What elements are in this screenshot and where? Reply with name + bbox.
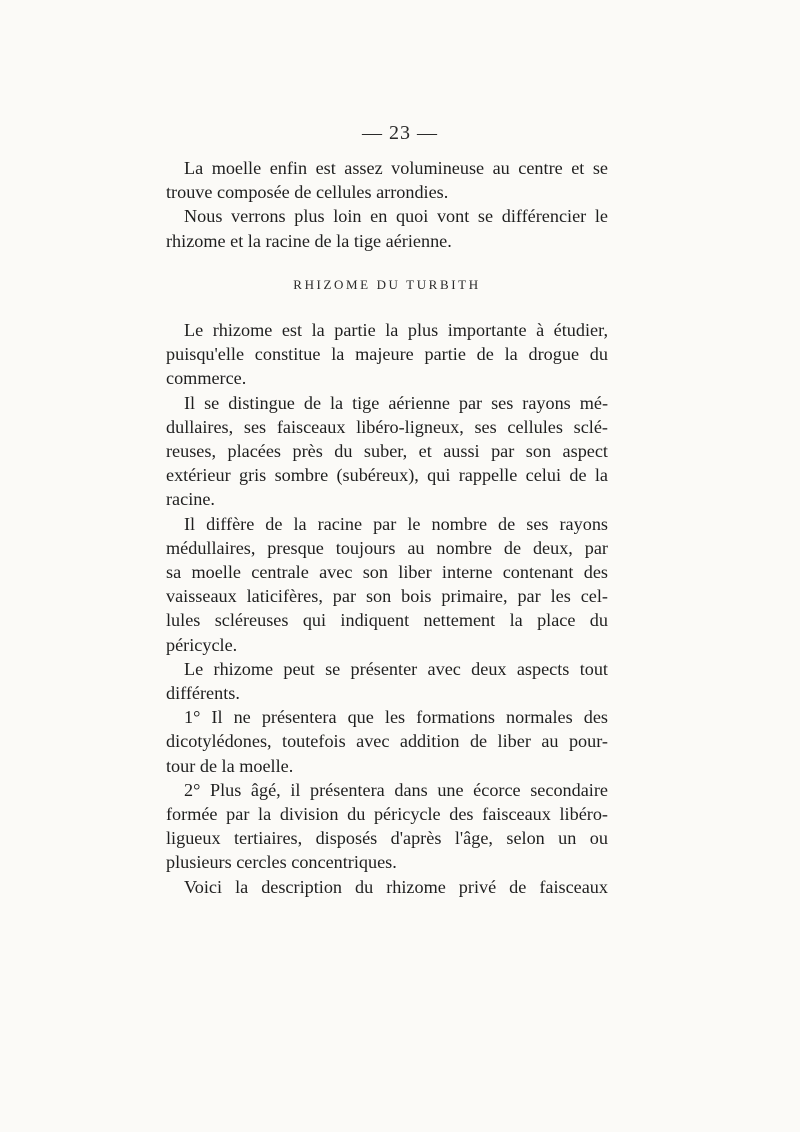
text-line: péricycle. <box>166 634 238 655</box>
paragraph <box>166 512 608 657</box>
text-line: puisqu'elle constitue la majeure partie de la drogue du <box>166 344 608 365</box>
text-line: lules scléreuses qui indiquent nettement la place du <box>166 610 608 631</box>
paragraph <box>166 204 608 252</box>
text-line: Voici la description du rhizome privé de faisceaux <box>184 876 608 897</box>
paragraph <box>166 875 608 899</box>
text-line: plusieurs cercles concentriques. <box>166 852 397 873</box>
text-line: La moelle enfin est assez volumineuse au centre et se <box>184 158 608 178</box>
paragraph <box>166 657 608 705</box>
text-line: Il se distingue de la tige aérienne par ses rayons mé- <box>184 392 608 413</box>
text-line: ligueux tertiaires, disposés d'après l'âge, selon un ou <box>166 828 608 849</box>
text-line: commerce. <box>166 368 247 389</box>
text-line: Il diffère de la racine par le nombre de ses rayons <box>184 513 608 534</box>
text-line: tour de la moelle. <box>166 755 294 776</box>
text-line: 1° Il ne présentera que les formations normales des <box>184 707 608 728</box>
text-line: Le rhizome est la partie la plus importante à étudier, <box>184 320 608 341</box>
text-line: 2° Plus âgé, il présentera dans une écorce secondaire <box>184 779 608 800</box>
paragraph <box>166 318 608 391</box>
text-line: Nous verrons plus loin en quoi vont se différencier le <box>184 206 608 227</box>
text-line: vaisseaux laticifères, par son bois primaire, par les cel- <box>166 586 608 607</box>
text-line: formée par la division du péricycle des faisceaux libéro- <box>166 804 608 825</box>
paragraph <box>166 391 608 512</box>
text-line: différents. <box>166 683 240 704</box>
paragraphs-after-heading <box>166 318 608 899</box>
paragraph <box>166 156 608 204</box>
page-number: — 23 — <box>362 122 438 144</box>
page-body <box>166 156 608 899</box>
text-line: racine. <box>166 489 215 510</box>
paragraphs-before-heading <box>166 156 608 253</box>
text-line: reuses, placées près du suber, et aussi par son aspect <box>166 441 608 462</box>
text-line: rhizome et la racine de la tige aérienne. <box>166 230 452 251</box>
text-line: dullaires, ses faisceaux libéro-ligneux, ses cellules sclé- <box>166 416 608 437</box>
text-line: médullaires, presque toujours au nombre de deux, par <box>166 537 608 558</box>
paragraph <box>166 705 608 778</box>
text-line: Le rhizome peut se présenter avec deux aspects tout <box>184 658 608 679</box>
text-line: sa moelle centrale avec son liber interne contenant des <box>166 562 608 583</box>
section-heading: RHIZOME DU TURBITH <box>293 276 481 292</box>
text-line: trouve composée de cellules arrondies. <box>166 182 449 203</box>
paragraph <box>166 778 608 875</box>
text-line: extérieur gris sombre (subéreux), qui rappelle celui de la <box>166 465 608 486</box>
text-line: dicotylédones, toutefois avec addition de liber au pour- <box>166 731 608 752</box>
